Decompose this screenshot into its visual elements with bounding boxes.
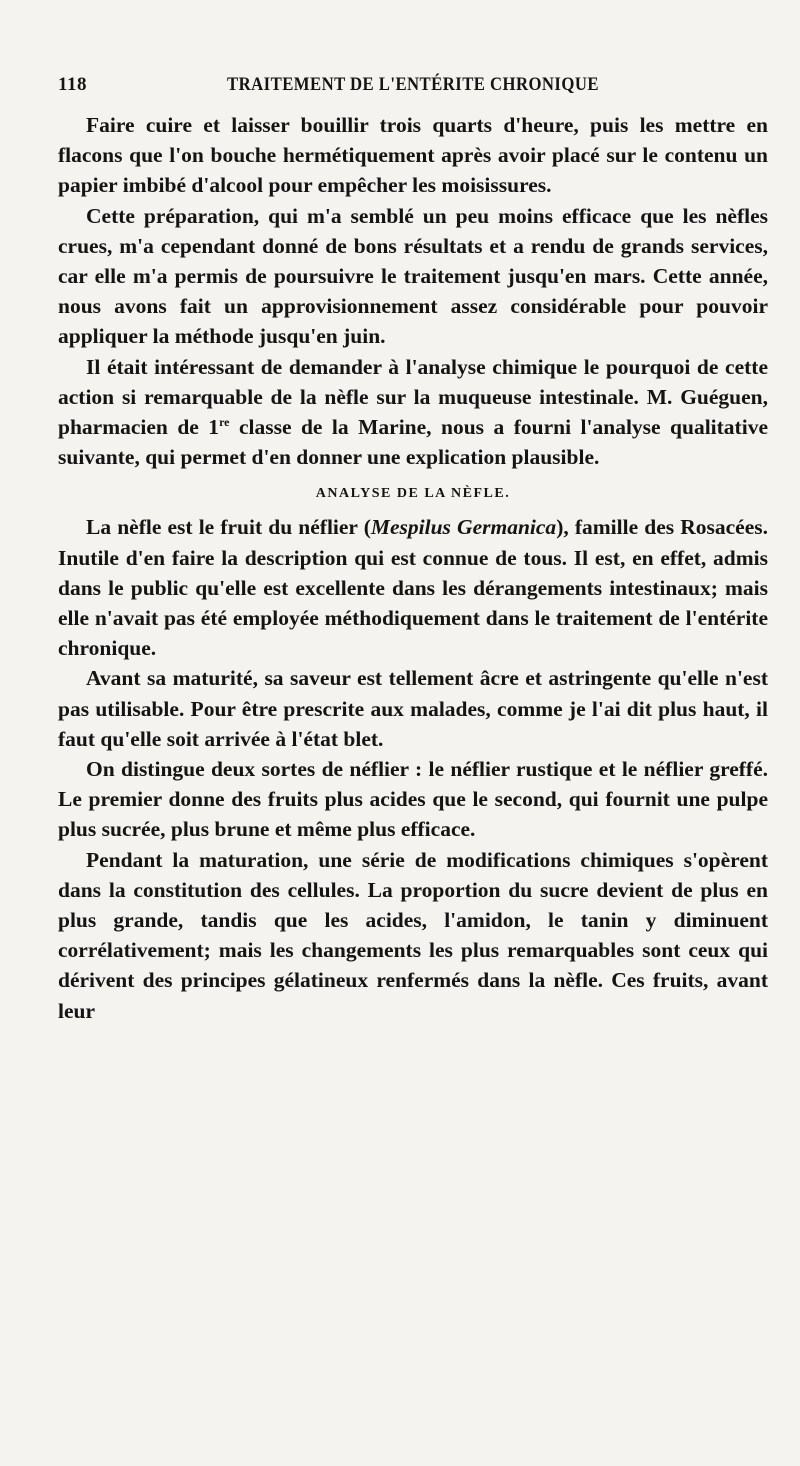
paragraph-1: Faire cuire et laisser bouillir trois quarts d'heure, puis les mettre en flacons que l'on bouche hermétiquement après avoir placé sur le contenu un papier imbibé d'alcool pour empêcher les moisissures. [58,113,768,198]
paragraph-4-text-a: La nèfle est le fruit du néflier ( [86,515,371,540]
superscript-re: re [219,414,230,429]
book-page [58,68,768,1026]
paragraph-6: On distingue deux sortes de néflier : le néflier rustique et le néflier greffé. Le premier donne des fruits plus acides que le second, qui fournit une pulpe plus sucrée, plus brune et même plus efficace. [58,757,768,842]
paragraph-2: Cette préparation, qui m'a semblé un peu moins efficace que les nèfles crues, m'a cependant donné de bons résultats et a rendu de grands services, car elle m'a permis de poursuivre le traitement jusqu'en mars. Cette année, nous avons fait un approvisionnement assez considérable pour pouvoir appliquer la méthode jusqu'en juin. [58,203,768,349]
body-text [58,110,768,1026]
running-title: TRAITEMENT DE L'ENTÉRITE CHRONIQUE [227,74,599,95]
paragraph-5: Avant sa maturité, sa saveur est tellement âcre et astringente qu'elle n'est pas utilisable. Pour être prescrite aux malades, comme je l'ai dit plus haut, il faut qu'elle soit arrivée à l'état blet. [58,666,768,751]
latin-name: Mespilus Germanica [370,515,557,540]
paragraph-3-text-a: Il était intéressant de demander à l'analyse chimique le pourquoi de cette action si remarquable de la nèfle sur la muqueuse intestinale. M. Guéguen, pharmacien de 1 [58,354,768,440]
paragraph-3-text-b: classe de la Marine, nous a fourni l'analyse qualitative suivante, qui permet d'en donner une explication plausible. [58,415,768,470]
paragraph-7: Pendant la maturation, une série de modifications chimiques s'opèrent dans la constitution des cellules. La proportion du sucre devient de plus en plus grande, tandis que les acides, l'amidon, le tanin y diminuent corrélativement; mais les changements les plus remarquables sont ceux qui dérivent des principes gélatineux renfermés dans la nèfle. Ces fruits, avant leur [58,847,768,1023]
paragraph-3 [58,352,768,473]
section-heading: ANALYSE DE LA NÈFLE. [315,486,511,502]
paragraph-4-text-b: ), famille des Rosacées. Inutile d'en faire la description qui est connue de tous. Il est, en effet, admis dans le public qu'elle est excellente dans les dérangements intestinaux; mais elle n'avait pas été employée méthodiquement dans le traitement de l'entérite chronique. [58,515,768,661]
paragraph-4 [58,512,768,663]
page-number: 118 [58,74,87,95]
page-header [58,68,768,102]
